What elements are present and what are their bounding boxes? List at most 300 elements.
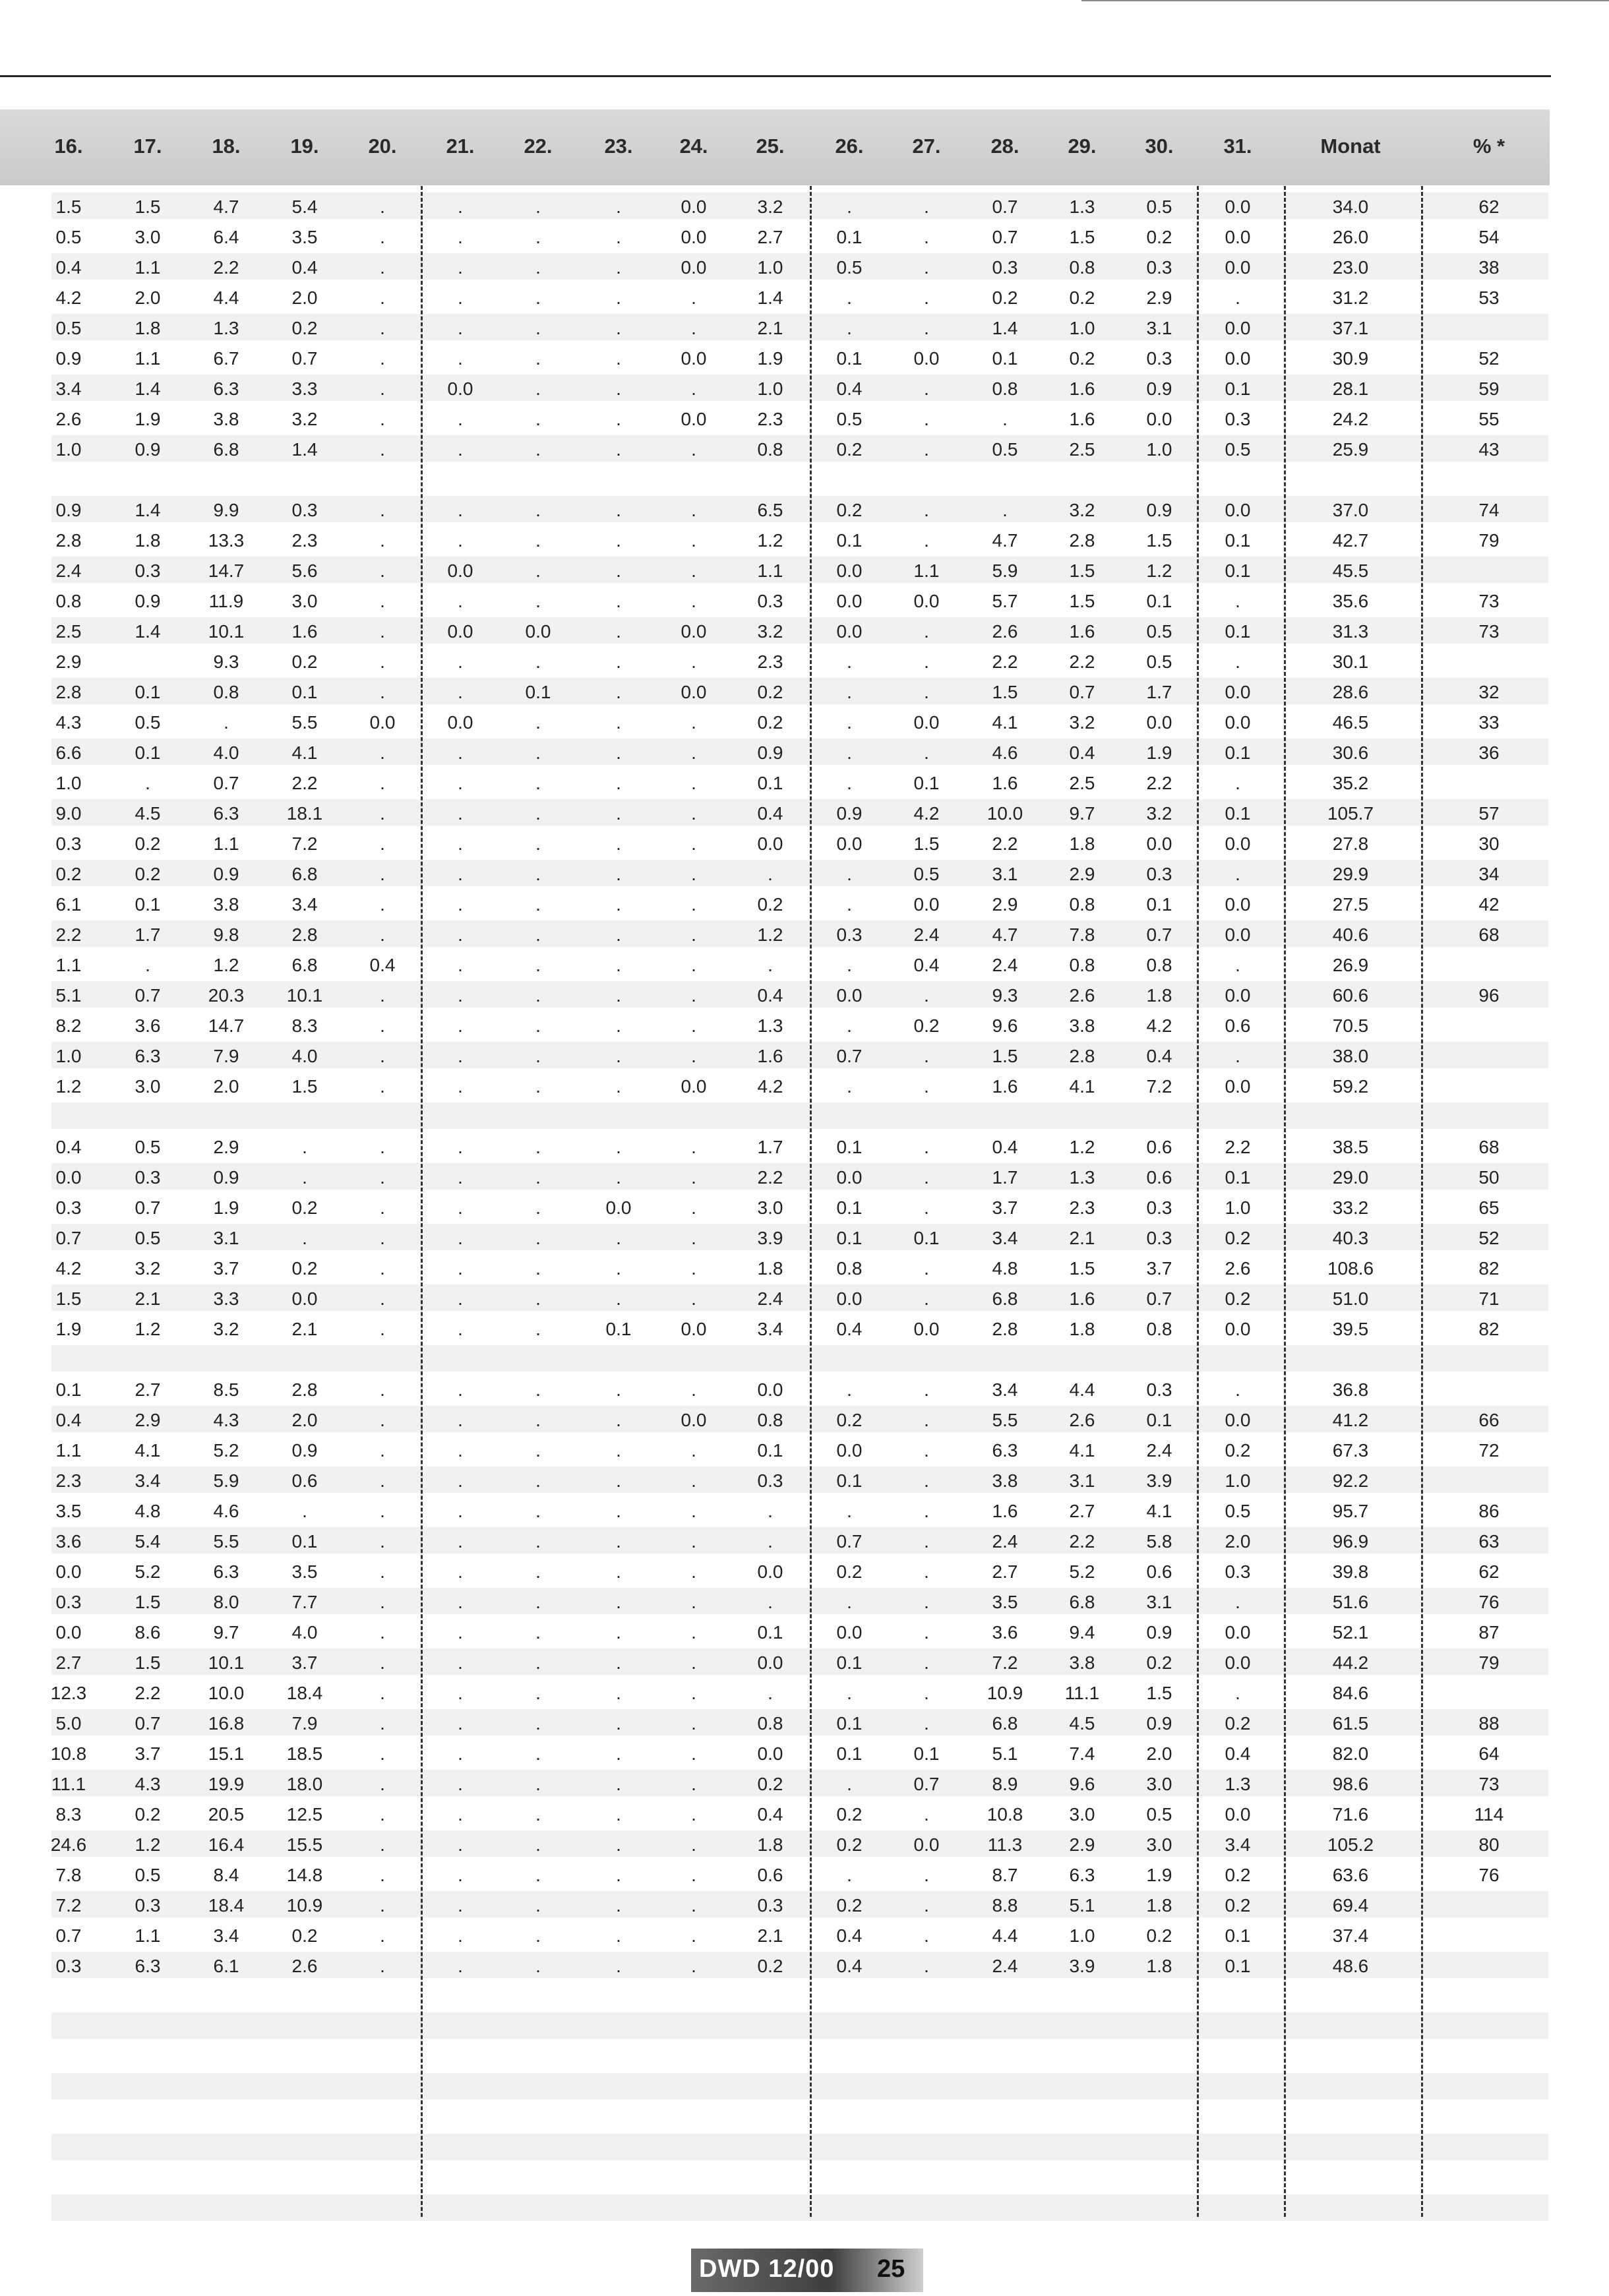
table-cell: 0.0 (447, 378, 473, 399)
table-cell: 2.2 (1146, 773, 1172, 793)
table-cell: . (616, 621, 621, 642)
table-cell: 18.5 (286, 1743, 323, 1764)
table-cell: . (535, 500, 541, 520)
table-cell: 2.6 (992, 621, 1018, 642)
table-cell: . (691, 1683, 696, 1703)
table-cell: . (380, 348, 385, 369)
table-cell: 0.1 (836, 1470, 863, 1491)
table-cell: 2.4 (55, 560, 82, 581)
table-cell: 0.3 (55, 1197, 82, 1218)
table-cell: . (535, 712, 541, 733)
table-cell: . (1235, 287, 1240, 308)
table-cell: 6.8 (291, 864, 318, 884)
table-cell: 2.7 (55, 1652, 82, 1673)
table-cell: 0.1 (55, 1379, 82, 1400)
table-cell: 9.8 (213, 924, 239, 945)
table-cell: 0.3 (992, 257, 1018, 278)
table-cell: 70.5 (1332, 1015, 1369, 1036)
table-cell: . (924, 439, 929, 460)
table-cell: 1.4 (135, 378, 161, 399)
table-cell: 0.7 (836, 1531, 863, 1552)
table-cell: 0.4 (757, 1804, 783, 1825)
table-cell: . (616, 1137, 621, 1157)
table-cell: 3.6 (135, 1015, 161, 1036)
table-cell: 44.2 (1332, 1652, 1369, 1673)
table-cell: . (458, 1743, 463, 1764)
table-cell: 27.5 (1332, 894, 1369, 915)
table-cell: 0.0 (1225, 682, 1251, 702)
table-cell: 0.1 (836, 227, 863, 247)
table-cell: 9.0 (55, 803, 82, 824)
table-cell: 0.0 (525, 621, 551, 642)
table-cell: 0.0 (1225, 1652, 1251, 1673)
table-cell: 57 (1478, 803, 1500, 824)
table-cell: . (616, 1895, 621, 1916)
table-cell: . (768, 864, 773, 884)
table-cell: . (616, 409, 621, 429)
table-cell: . (924, 1622, 929, 1643)
table-cell: . (847, 318, 852, 338)
table-cell: 2.2 (291, 773, 318, 793)
table-cell: . (691, 1501, 696, 1521)
table-cell: 6.1 (213, 1956, 239, 1976)
table-cell: 7.8 (55, 1865, 82, 1885)
table-cell: . (616, 1288, 621, 1309)
table-cell: 1.8 (1069, 833, 1095, 854)
table-cell: . (535, 1258, 541, 1279)
table-cell: . (535, 924, 541, 945)
table-cell: . (458, 1470, 463, 1491)
table-cell: 1.5 (55, 1288, 82, 1309)
table-cell: 0.0 (757, 1561, 783, 1582)
table-cell: . (924, 287, 929, 308)
table-cell: 45.5 (1332, 560, 1369, 581)
table-cell: 0.1 (135, 742, 161, 763)
table-cell: . (380, 1440, 385, 1461)
table-cell: 1.5 (135, 196, 161, 217)
table-cell: 0.0 (291, 1288, 318, 1309)
table-cell: . (691, 500, 696, 520)
table-cell: 3.2 (1069, 500, 1095, 520)
table-cell: 10.9 (987, 1683, 1023, 1703)
table-cell: 3.0 (1146, 1834, 1172, 1855)
table-cell: . (924, 196, 929, 217)
table-cell: 3.8 (213, 409, 239, 429)
table-cell: . (924, 1046, 929, 1066)
table-cell: 96 (1478, 985, 1500, 1006)
table-cell: . (535, 1925, 541, 1946)
table-cell: 1.1 (913, 560, 940, 581)
table-cell: 2.2 (1069, 1531, 1095, 1552)
top-rule (0, 75, 1551, 77)
table-cell: 4.0 (291, 1046, 318, 1066)
table-cell: 6.4 (213, 227, 239, 247)
table-cell: 3.9 (1069, 1956, 1095, 1976)
table-cell: 2.8 (1069, 530, 1095, 551)
table-cell: . (535, 1137, 541, 1157)
table-cell: . (691, 985, 696, 1006)
table-cell: 0.0 (681, 409, 707, 429)
table-cell: 5.5 (992, 1410, 1018, 1430)
table-cell: 1.4 (135, 621, 161, 642)
table-cell: . (691, 833, 696, 854)
table-cell: . (380, 1228, 385, 1248)
table-cell: . (458, 1652, 463, 1673)
row-stripe (51, 1224, 1548, 1250)
table-cell: . (616, 1774, 621, 1794)
table-cell: . (380, 1501, 385, 1521)
table-cell: 0.0 (681, 1076, 707, 1097)
table-cell: 2.2 (992, 651, 1018, 672)
table-cell: . (924, 1167, 929, 1188)
table-cell: 0.2 (757, 712, 783, 733)
table-cell: . (380, 318, 385, 338)
table-cell: . (380, 651, 385, 672)
table-cell: 0.1 (1225, 378, 1251, 399)
table-cell: 1.9 (1146, 742, 1172, 763)
table-cell: 14.7 (208, 1015, 245, 1036)
table-cell: 1.2 (135, 1834, 161, 1855)
table-cell: 0.4 (992, 1137, 1018, 1157)
table-cell: 4.4 (1069, 1379, 1095, 1400)
table-cell: . (535, 894, 541, 915)
table-cell: 0.9 (1146, 378, 1172, 399)
column-header: 17. (133, 135, 162, 158)
table-cell: 5.1 (55, 985, 82, 1006)
table-cell: 0.8 (836, 1258, 863, 1279)
table-cell: . (616, 1561, 621, 1582)
table-cell: 0.7 (135, 1197, 161, 1218)
table-cell: 0.0 (1146, 409, 1172, 429)
table-cell: 0.7 (55, 1925, 82, 1946)
table-cell: . (616, 864, 621, 884)
table-cell: 30.1 (1332, 651, 1369, 672)
table-cell: 1.8 (1146, 1956, 1172, 1976)
table-cell: 30.9 (1332, 348, 1369, 369)
table-cell: 0.9 (135, 439, 161, 460)
table-cell: 2.4 (757, 1288, 783, 1309)
row-stripe (51, 557, 1548, 583)
table-cell: 2.3 (291, 530, 318, 551)
table-cell: . (535, 1622, 541, 1643)
table-cell: . (847, 1865, 852, 1885)
table-cell: 10.8 (50, 1743, 87, 1764)
row-stripe (51, 1466, 1548, 1493)
table-cell: 0.1 (135, 682, 161, 702)
table-cell: 4.1 (1146, 1501, 1172, 1521)
table-cell: 73 (1478, 1774, 1500, 1794)
table-cell: . (535, 1076, 541, 1097)
table-cell: 1.1 (213, 833, 239, 854)
table-cell: . (535, 1561, 541, 1582)
table-cell: . (302, 1501, 307, 1521)
table-cell: . (616, 1501, 621, 1521)
table-cell: 0.0 (836, 621, 863, 642)
table-cell: 0.1 (836, 1197, 863, 1218)
table-cell: 0.2 (1146, 227, 1172, 247)
table-cell: 16.8 (208, 1713, 245, 1734)
table-cell: 0.3 (55, 833, 82, 854)
table-cell: 2.9 (1069, 864, 1095, 884)
table-cell: 0.2 (1225, 1713, 1251, 1734)
table-cell: 10.0 (987, 803, 1023, 824)
table-cell: 0.0 (913, 1319, 940, 1339)
table-cell: 108.6 (1327, 1258, 1374, 1279)
table-cell: 3.2 (757, 621, 783, 642)
row-stripe (51, 860, 1548, 886)
table-cell: 0.1 (757, 1440, 783, 1461)
table-cell: 10.0 (208, 1683, 245, 1703)
table-cell: 26.9 (1332, 955, 1369, 975)
table-cell: . (380, 1137, 385, 1157)
table-cell: 11.1 (51, 1774, 86, 1794)
table-cell: 5.5 (213, 1531, 239, 1552)
table-cell: . (458, 1561, 463, 1582)
table-cell: . (145, 955, 150, 975)
table-cell: 0.1 (135, 894, 161, 915)
table-cell: 11.1 (1064, 1683, 1100, 1703)
table-cell: . (380, 1197, 385, 1218)
table-cell: . (691, 560, 696, 581)
table-cell: 0.0 (1225, 257, 1251, 278)
table-cell: 0.0 (913, 712, 940, 733)
table-cell: . (380, 864, 385, 884)
table-cell: 1.5 (135, 1592, 161, 1612)
table-cell: . (458, 924, 463, 945)
table-cell: . (535, 1956, 541, 1976)
table-cell: 29.9 (1332, 864, 1369, 884)
table-cell: . (616, 1410, 621, 1430)
table-cell: . (458, 1774, 463, 1794)
table-cell: . (616, 1652, 621, 1673)
table-cell: . (691, 1652, 696, 1673)
table-cell: . (616, 1713, 621, 1734)
table-cell: 1.7 (135, 924, 161, 945)
table-cell: 0.0 (1146, 833, 1172, 854)
table-cell: 105.2 (1327, 1834, 1374, 1855)
table-cell: . (380, 1683, 385, 1703)
table-cell: 0.3 (135, 560, 161, 581)
table-cell: . (924, 1865, 929, 1885)
table-cell: . (847, 1501, 852, 1521)
table-cell: . (1235, 955, 1240, 975)
table-cell: 31.3 (1332, 621, 1369, 642)
table-cell: . (535, 773, 541, 793)
table-cell: 0.2 (836, 439, 863, 460)
table-cell: 0.1 (913, 1743, 940, 1764)
table-cell: . (535, 530, 541, 551)
table-cell: 0.9 (291, 1440, 318, 1461)
table-cell: . (847, 682, 852, 702)
table-cell: 3.2 (213, 1319, 239, 1339)
table-cell: . (616, 1076, 621, 1097)
table-cell: . (458, 1834, 463, 1855)
table-cell: 3.2 (135, 1258, 161, 1279)
table-cell: 0.3 (1225, 409, 1251, 429)
table-cell: 0.0 (1146, 712, 1172, 733)
table-cell: 2.8 (55, 682, 82, 702)
table-cell: 0.0 (1225, 1622, 1251, 1643)
table-cell: 0.8 (1069, 955, 1095, 975)
table-cell: . (616, 500, 621, 520)
column-header: 24. (679, 135, 708, 158)
table-cell: . (691, 651, 696, 672)
table-cell: 2.5 (1069, 773, 1095, 793)
table-cell: . (535, 1319, 541, 1339)
table-cell: . (616, 955, 621, 975)
row-stripe (51, 1648, 1548, 1675)
table-cell: . (616, 1804, 621, 1825)
table-cell: 2.0 (291, 287, 318, 308)
table-cell: . (380, 803, 385, 824)
table-cell: . (847, 955, 852, 975)
table-cell: 0.1 (836, 1137, 863, 1157)
table-cell: 5.9 (992, 560, 1018, 581)
table-cell: 0.4 (836, 1319, 863, 1339)
table-cell: 0.2 (291, 1197, 318, 1218)
table-cell: 0.0 (1225, 1319, 1251, 1339)
table-cell: 5.4 (135, 1531, 161, 1552)
table-cell: 0.0 (836, 985, 863, 1006)
table-cell: . (224, 712, 229, 733)
table-cell: 0.1 (757, 773, 783, 793)
table-cell: . (535, 1743, 541, 1764)
table-cell: 0.0 (1225, 985, 1251, 1006)
table-cell: . (691, 287, 696, 308)
table-cell: . (458, 985, 463, 1006)
table-cell: 0.0 (913, 591, 940, 611)
table-cell: . (616, 1683, 621, 1703)
table-cell: 5.7 (992, 591, 1018, 611)
table-cell: 0.9 (55, 348, 82, 369)
table-cell: 52 (1478, 348, 1500, 369)
table-cell: 1.3 (757, 1015, 783, 1036)
table-cell: 2.8 (992, 1319, 1018, 1339)
column-header: % * (1472, 135, 1505, 158)
table-cell: . (768, 955, 773, 975)
table-cell: 30.6 (1332, 742, 1369, 763)
table-cell: . (924, 1379, 929, 1400)
table-cell: . (535, 985, 541, 1006)
table-cell: . (380, 1410, 385, 1430)
table-cell: 2.6 (55, 409, 82, 429)
table-cell: . (691, 1561, 696, 1582)
table-cell: 1.3 (1225, 1774, 1251, 1794)
table-cell: 0.0 (55, 1561, 82, 1582)
table-cell: 0.2 (836, 1410, 863, 1430)
table-cell: 3.4 (135, 1470, 161, 1491)
table-cell: 1.5 (291, 1076, 318, 1097)
table-cell: 1.3 (1069, 1167, 1095, 1188)
table-cell: 0.0 (447, 560, 473, 581)
table-cell: . (924, 1288, 929, 1309)
table-cell: 2.5 (1069, 439, 1095, 460)
table-cell: 3.1 (1146, 318, 1172, 338)
table-cell: 5.2 (1069, 1561, 1095, 1582)
table-cell: 0.0 (1225, 196, 1251, 217)
table-cell: 0.2 (836, 1561, 863, 1582)
table-cell: 1.2 (1069, 1137, 1095, 1157)
table-cell: 0.6 (1225, 1015, 1251, 1036)
table-cell: . (924, 227, 929, 247)
table-cell: 9.7 (1069, 803, 1095, 824)
table-cell: 79 (1478, 530, 1500, 551)
table-cell: . (458, 287, 463, 308)
table-cell: 0.8 (757, 1410, 783, 1430)
table-cell: 0.0 (1225, 500, 1251, 520)
table-cell: 1.0 (1069, 1925, 1095, 1946)
table-cell: 76 (1478, 1592, 1500, 1612)
table-cell: . (458, 1410, 463, 1430)
table-cell: . (535, 1865, 541, 1885)
table-cell: . (380, 1592, 385, 1612)
table-cell: . (458, 348, 463, 369)
table-cell: 3.1 (213, 1228, 239, 1248)
table-cell: . (616, 742, 621, 763)
table-cell: 0.1 (1225, 621, 1251, 642)
table-cell: . (847, 864, 852, 884)
table-cell: . (616, 318, 621, 338)
table-cell: . (380, 742, 385, 763)
table-cell: . (616, 1865, 621, 1885)
table-cell: 9.6 (992, 1015, 1018, 1036)
table-cell: 0.0 (757, 1743, 783, 1764)
table-cell: 1.1 (55, 955, 82, 975)
table-cell: 0.2 (1225, 1865, 1251, 1885)
table-cell: . (458, 227, 463, 247)
table-cell: . (616, 439, 621, 460)
table-cell: 0.4 (836, 1956, 863, 1976)
table-cell: 2.8 (291, 924, 318, 945)
table-cell: 0.8 (1069, 257, 1095, 278)
table-cell: . (691, 924, 696, 945)
row-stripe (51, 1042, 1548, 1068)
table-cell: 2.6 (1069, 985, 1095, 1006)
table-cell: . (1235, 1592, 1240, 1612)
table-cell: 28.6 (1332, 682, 1369, 702)
table-cell: . (691, 1713, 696, 1734)
table-cell: . (535, 1531, 541, 1552)
table-cell: 0.0 (681, 227, 707, 247)
table-cell: . (458, 1046, 463, 1066)
table-cell: 0.9 (757, 742, 783, 763)
table-cell: 2.9 (992, 894, 1018, 915)
table-cell: 0.2 (135, 864, 161, 884)
table-cell: 4.7 (213, 196, 239, 217)
table-cell: 0.3 (836, 924, 863, 945)
table-cell: 0.4 (1069, 742, 1095, 763)
table-cell: 0.4 (836, 378, 863, 399)
table-cell: . (691, 1470, 696, 1491)
table-cell: . (535, 864, 541, 884)
table-cell: 72 (1478, 1440, 1500, 1461)
table-cell: 0.0 (913, 1834, 940, 1855)
table-cell: 0.2 (1146, 1925, 1172, 1946)
table-cell: 5.6 (291, 560, 318, 581)
table-cell: . (691, 1834, 696, 1855)
table-cell: 2.7 (992, 1561, 1018, 1582)
row-stripe (51, 981, 1548, 1008)
table-cell: . (847, 1015, 852, 1036)
column-header: 16. (54, 135, 83, 158)
table-cell: 96.9 (1332, 1531, 1369, 1552)
table-cell: 51.0 (1332, 1288, 1369, 1309)
table-cell: 1.5 (1069, 591, 1095, 611)
table-cell: 0.7 (135, 985, 161, 1006)
table-cell: . (924, 1258, 929, 1279)
table-cell: . (380, 1258, 385, 1279)
table-cell: . (458, 1956, 463, 1976)
